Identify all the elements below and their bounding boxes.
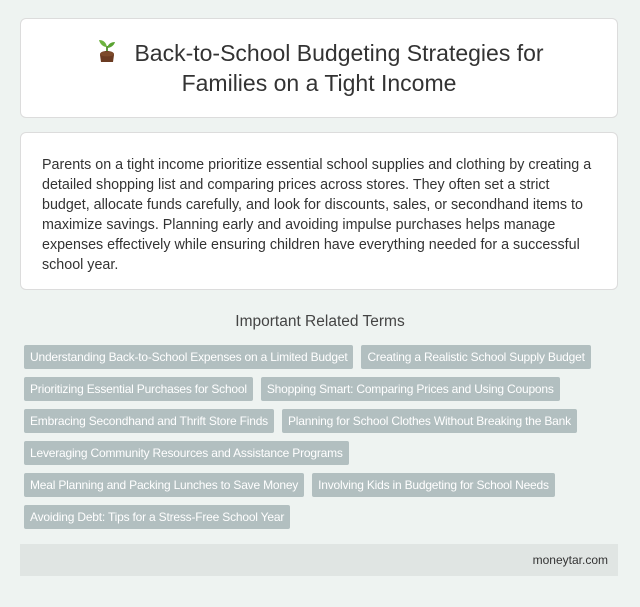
title-card [20, 18, 618, 118]
page-title [59, 38, 579, 98]
term-tag[interactable]: Prioritizing Essential Purchases for School [24, 377, 253, 401]
footer-bar [20, 544, 618, 576]
term-tag[interactable]: Creating a Realistic School Supply Budget [361, 345, 590, 369]
term-tag[interactable]: Leveraging Community Resources and Assistance Programs [24, 441, 349, 465]
term-tag[interactable]: Embracing Secondhand and Thrift Store Finds [24, 409, 274, 433]
term-tag[interactable]: Meal Planning and Packing Lunches to Save Money [24, 473, 304, 497]
term-tag[interactable]: Planning for School Clothes Without Breaking the Bank [282, 409, 577, 433]
sprout-icon [94, 38, 120, 64]
term-tag[interactable]: Involving Kids in Budgeting for School Needs [312, 473, 555, 497]
related-terms-list [24, 345, 624, 529]
summary-card [20, 132, 618, 290]
term-tag[interactable]: Understanding Back-to-School Expenses on a Limited Budget [24, 345, 353, 369]
footer-site-link[interactable]: moneytar.com [532, 553, 608, 567]
title-text: Back-to-School Budgeting Strategies for Families on a Tight Income [134, 40, 544, 96]
term-tag[interactable]: Shopping Smart: Comparing Prices and Using Coupons [261, 377, 560, 401]
summary-text: Parents on a tight income prioritize essential school supplies and clothing by creating a detailed shopping list and comparing prices across stores. They often set a strict budget, allocate funds carefully, and look for discounts, sales, or secondhand items to maximize savings. Planning early and avoiding impulse purchases helps manage expenses effectively while ensuring children have everything needed for a successful school year. [42, 157, 592, 273]
term-tag[interactable]: Avoiding Debt: Tips for a Stress-Free School Year [24, 505, 290, 529]
related-terms-heading: Important Related Terms [235, 313, 405, 330]
